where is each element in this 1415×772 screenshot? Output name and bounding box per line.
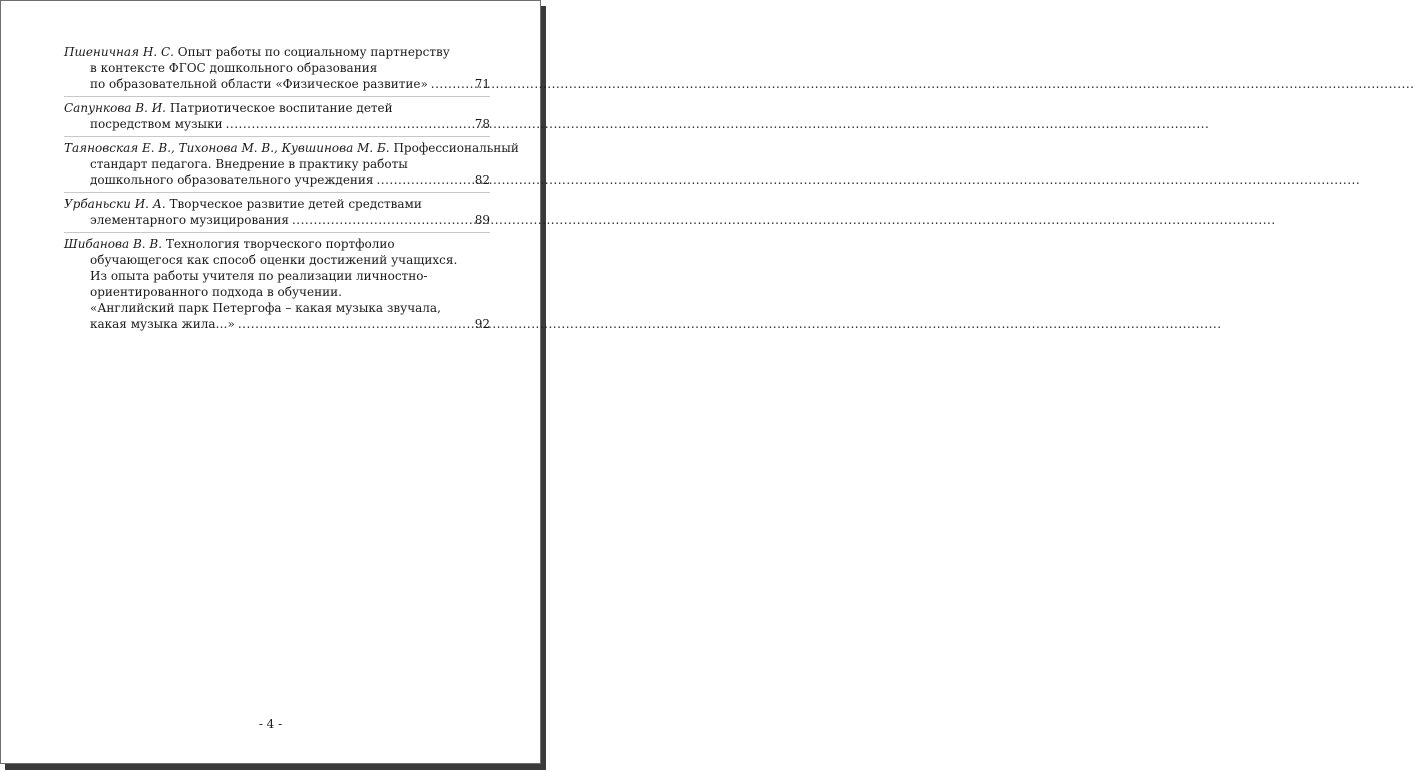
toc-entry-author: Шибанова В. В. (64, 237, 163, 251)
toc-entry-title-line: ориентированного подхода в обучении. (90, 285, 342, 299)
toc-leader-dots (238, 316, 472, 332)
toc-entry-title-line: элементарного музицирования (90, 213, 289, 227)
toc-entry-author: Пшеничная Н. С. (64, 45, 174, 59)
toc-entry-page-number: 89 (474, 213, 490, 227)
toc-entry-author: Сапункова В. И. (64, 101, 166, 115)
toc-entry-author: Таяновская Е. В., Тихонова М. В., Кувшинова М. Б. (64, 141, 390, 155)
toc-entry-last-line (64, 76, 490, 92)
toc-entry-title-line: обучающегося как способ оценки достижений учащихся. (90, 253, 458, 267)
toc-entry-page-number: 78 (474, 117, 490, 131)
toc-entry-title-line: Опыт работы по социальному партнерству (177, 45, 450, 59)
toc-entry-title-line: «Английский парк Петергофа – какая музыка звучала, (90, 301, 441, 315)
toc-leader-dots (226, 116, 472, 132)
toc-leader-dots (376, 172, 471, 188)
toc-entry-title-line: Творческое развитие детей средствами (169, 197, 422, 211)
toc-leader-dots (292, 212, 472, 228)
toc-entry-title-line: дошкольного образовательного учреждения (90, 173, 374, 187)
toc-entry-title-line: в контексте ФГОС дошкольного образования (90, 61, 378, 75)
toc-entry (64, 193, 490, 233)
toc-entry (64, 137, 519, 193)
toc-entry-first-line (64, 196, 490, 212)
toc-entry-first-line (64, 44, 490, 60)
toc-entry-title-line: какая музыка жила…» (90, 317, 235, 331)
toc-entry-title-line: по образовательной области «Физическое развитие» (90, 77, 428, 91)
toc-entry-first-line (64, 236, 490, 252)
document-page (0, 0, 541, 764)
toc-entry-author: Урбаньски И. А. (64, 197, 166, 211)
toc-entry-title-line: Профессиональный (393, 141, 519, 155)
toc-entry (64, 97, 490, 137)
toc-entry-last-line (64, 172, 490, 188)
page-number: - 4 - (258, 717, 283, 731)
table-of-contents (64, 41, 519, 336)
toc-entry-last-line (64, 212, 490, 228)
toc-entry-title-line: Технология творческого портфолио (165, 237, 395, 251)
toc-entry-first-line (64, 100, 490, 116)
toc-entry-last-line (64, 116, 490, 132)
toc-entry (64, 41, 490, 97)
toc-entry-page-number: 92 (474, 317, 490, 331)
toc-entry-title-line: Патриотическое воспитание детей (169, 101, 393, 115)
toc-entry-page-number: 71 (474, 77, 490, 91)
toc-entry-first-line (64, 140, 519, 156)
toc-entry-last-line (64, 316, 490, 332)
toc-leader-dots (431, 76, 472, 92)
toc-entry-title-line: стандарт педагога. Внедрение в практику работы (90, 157, 408, 171)
toc-entry-title-line: посредством музыки (90, 117, 223, 131)
toc-entry-page-number: 82 (474, 173, 490, 187)
toc-entry-title-line: Из опыта работы учителя по реализации личностно- (90, 269, 428, 283)
toc-entry (64, 233, 490, 336)
